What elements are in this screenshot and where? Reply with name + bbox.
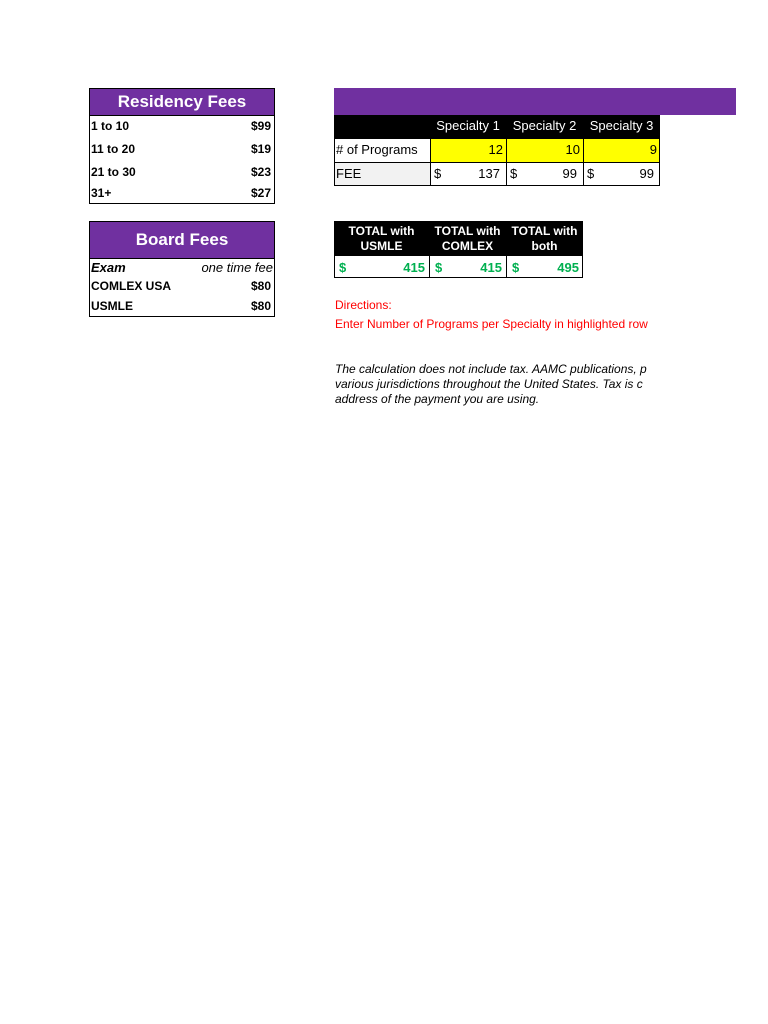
residency-fee-1: $99	[250, 119, 271, 133]
total-usmle-currency: $	[339, 260, 347, 275]
residency-range-4: 31+	[91, 186, 112, 200]
programs-label: # of Programs	[336, 142, 418, 157]
specialty-header-2: Specialty 2	[512, 118, 577, 133]
board-fee-comlex: $80	[250, 279, 271, 293]
total-comlex-value: 415	[480, 260, 502, 275]
residency-fee-4: $27	[250, 186, 271, 200]
fee-label: FEE	[336, 166, 362, 181]
programs-value-3[interactable]: 9	[649, 142, 657, 157]
total-both-value: 495	[557, 260, 579, 275]
board-exam-usmle: USMLE	[91, 299, 133, 313]
specialty-header-1: Specialty 1	[436, 118, 500, 133]
fee-value-1: 137	[478, 166, 500, 181]
directions-text: Enter Number of Programs per Specialty in highlighted row	[335, 317, 648, 331]
fee-currency-1: $	[434, 166, 442, 181]
residency-fee-3: $23	[250, 165, 271, 179]
tax-note-line-2: various jurisdictions throughout the United States. Tax is c	[335, 377, 643, 391]
total-usmle-header-line2: USMLE	[360, 239, 403, 253]
tax-note-line-1: The calculation does not include tax. AAMC publications, p	[335, 362, 647, 376]
residency-fee-2: $19	[250, 142, 271, 156]
directions-label: Directions:	[335, 298, 392, 312]
total-both-currency: $	[512, 260, 520, 275]
specialty-table	[334, 115, 660, 186]
board-fee-usmle: $80	[250, 299, 271, 313]
programs-value-1[interactable]: 12	[488, 142, 503, 157]
board-fees-table	[89, 221, 275, 317]
totals-table	[334, 221, 583, 278]
total-comlex-header-line2: COMLEX	[441, 239, 494, 253]
calculator-header-bar	[334, 88, 736, 115]
residency-range-1: 1 to 10	[91, 119, 130, 133]
specialty-header-3: Specialty 3	[589, 118, 654, 133]
total-comlex-header-line1: TOTAL with	[434, 224, 501, 238]
total-comlex-currency: $	[435, 260, 443, 275]
fee-value-3: 99	[639, 166, 654, 181]
programs-value-2[interactable]: 10	[565, 142, 580, 157]
fee-value-2: 99	[562, 166, 577, 181]
tax-note-line-3: address of the payment you are using.	[335, 392, 540, 406]
residency-fees-title: Residency Fees	[89, 88, 275, 116]
total-usmle-header-line1: TOTAL with	[348, 224, 415, 238]
residency-range-2: 11 to 20	[91, 142, 136, 156]
fee-currency-3: $	[587, 166, 595, 181]
residency-range-3: 21 to 30	[91, 165, 136, 179]
board-fees-title: Board Fees	[89, 221, 275, 259]
total-usmle-value: 415	[403, 260, 425, 275]
total-both-header-line1: TOTAL with	[511, 224, 578, 238]
board-fee-header: one time fee	[201, 260, 273, 275]
board-exam-header: Exam	[91, 260, 126, 275]
residency-fees-table	[89, 88, 275, 204]
board-exam-comlex: COMLEX USA	[91, 279, 172, 293]
total-both-header-line2: both	[531, 239, 558, 253]
fee-currency-2: $	[510, 166, 518, 181]
